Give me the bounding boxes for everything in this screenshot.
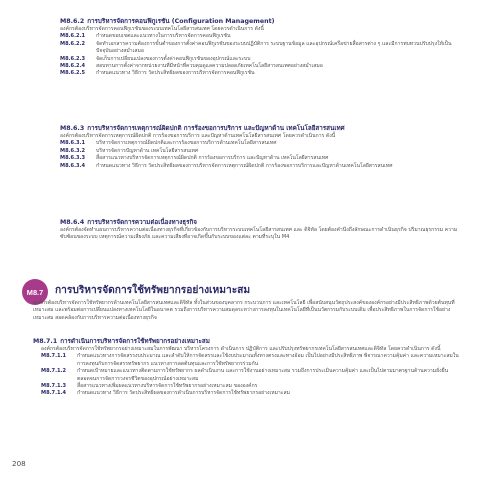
item-list: [60, 33, 462, 77]
list-item: [41, 390, 462, 397]
item-number: M8.6.3.4: [60, 162, 86, 169]
item-number: M8.6.2.4: [60, 63, 86, 70]
item-text: กำหนดแนวทาง วิธีการ วัดประสิทธิผลของการดำเนินการบริหารจัดการใช้ทรัพยากรอย่างเหมาะสม: [77, 390, 290, 397]
item-list: [60, 140, 462, 170]
list-item: [41, 368, 462, 383]
item-number: M8.6.2.1: [60, 33, 86, 40]
section-number: M8.6.2: [60, 18, 85, 25]
list-item: [60, 41, 462, 56]
list-item: [41, 353, 462, 368]
section-heading: [60, 218, 462, 227]
item-list: [33, 353, 462, 397]
section-title: การบริหารจัดการความต่อเนื่องทางธุรกิจ: [87, 219, 197, 226]
item-text: สื่อสารแนวทางบริหารจัดการเหตุการณ์ผิดปกติ การร้องขอการบริการ และปัญหาด้าน เทคโนโลยีสารสนเทศ: [96, 155, 329, 162]
item-number: M8.6.2.3: [60, 55, 86, 62]
list-item: [60, 163, 462, 170]
item-text: จัดเก็บการเปลี่ยนแปลงของการตั้งค่าคอนฟิกูเรชันของอุปกรณ์และระบบ: [96, 55, 251, 62]
item-number: M8.6.3.2: [60, 147, 86, 154]
section-description: องค์กรต้องบริหารจัดการเหตุการณ์ผิดปกติ การร้องขอการบริการ และปัญหาด้านเทคโนโลยีสารสนเทศ โดยควรดำเนินการ ดังนี้: [60, 133, 336, 139]
section-badge: M8.7: [22, 279, 48, 305]
section-description: องค์กรต้องบริหารจัดการคอนฟิกูเรชันของระบบเทคโนโลยีสารสนเทศ โดยควรดำเนินการ ดังนี้: [60, 26, 264, 32]
item-number: M8.7.1.2: [41, 368, 67, 375]
item-number: M8.7.1.3: [41, 383, 67, 390]
main-section-intro: องค์กรต้องบริหารจัดการใช้ทรัพยากรด้านเทคโนโลยีสารสนเทศและดิจิทัล ทั้งในส่วนของบุคลากร กระบวนการ และเทคโนโลยี เพื่อสนับสนุนวัตถุประสงค์ขององค์กรอย่างมีประสิทธิภาพด้วยต้นทุนที่เหมาะสม และพร้อมต่อการเปลี่ยนแปลงทางเทคโนโลยีในอนาคต รวมถึงการบริหารความสมดุลระหว่างการลงทุนในเทคโนโลยีที่เป็นนวัตกรรมกับระบบเดิม เพื่อประสิทธิภาพในการจัดการใช้อย่างเหมาะสม สอดคล้องกับการบริหารความต่อเนื่องทางธุรกิจ: [33, 300, 455, 321]
item-text: กำหนดขอบเขตและแนวทางในการบริหารจัดการคอนฟิกูเรชัน: [96, 33, 231, 40]
list-item: [60, 70, 462, 77]
section-title: การบริหารจัดการคอนฟิกูเรชัน (Configuration Management): [87, 18, 275, 25]
section-title: การดำเนินการบริหารจัดการใช้ทรัพยากรอย่างเหมาะสม: [60, 338, 210, 345]
item-text: สื่อสารแนวทางเพิ่มผลแนวทางบริหารจัดการใช้ทรัพยากรอย่างเหมาะสม ขององค์กร: [77, 383, 258, 390]
item-text: บริหารจัดการปัญหาด้าน เทคโนโลยีสารสนเทศ: [96, 147, 199, 154]
section-heading: [33, 337, 462, 346]
section-title: การบริหารจัดการเหตุการณ์ผิดปกติ การร้องขอการบริการ และปัญหาด้าน เทคโนโลยีสารสนเทศ: [87, 125, 345, 132]
item-text: กำหนดแนวทาง วิธีการ วัดประสิทธิผลของการบริหารจัดการคอนฟิกูเรชัน: [96, 70, 255, 77]
section-heading: [60, 17, 462, 26]
item-text: กำหนดเป้าหมายและแนวทางติดตามการใช้ทรัพยากร ผลดำเนินงาน และการใช้งานอย่างเหมาะสม รวมถึงการประเมินความคุ้มค่า และเป็นไปตามมาตรฐานด้านความยั่งยืน ตลอดจนการจัดการวงจรชีวิตของอุปกรณ์อย่างเหมาะสม: [77, 368, 449, 382]
section-m8-6-2: [60, 17, 462, 78]
section-description: องค์กรต้องจัดทำแผนการบริหารความต่อเนื่องทางธุรกิจที่เกี่ยวข้องกับการบริหารระบบเทคโนโลยีสารสนเทศ และ ดิจิทัล โดยต้องคำนึงถึงลักษณะการดำเนินธุรกิจ ปริมาณธุรกรรม ความซับซ้อนของระบบ เหตุการณ์ความเสี่ยงภัย และความเสี่ยงที่อาจเกิดขึ้นกับระบบของแต่ละ ตามที่ระบุใน M4: [60, 227, 458, 241]
item-number: M8.6.3.1: [60, 140, 86, 147]
page-number: 208: [12, 459, 26, 468]
section-number: M8.7.1: [33, 338, 58, 345]
item-text: สอบทานการตั้งค่าจากหน่วยงานที่มีหน้าที่ควบคุมดูแลความปลอดภัยเทคโนโลยีสารสนเทศอย่างสม่ำเสมอ: [96, 63, 323, 70]
section-m8-7-1: [33, 337, 462, 398]
list-item: [60, 56, 462, 63]
list-item: [60, 33, 462, 40]
main-section-title: การบริหารจัดการใช้ทรัพยากรอย่างเหมาะสม: [55, 285, 251, 296]
section-m8-6-4: [60, 218, 462, 242]
section-description: องค์กรต้องบริหารจัดการใช้ทรัพยากรอย่างเหมาะสมในการพัฒนา บริหารโครงการ ดำเนินการ ปฏิบัติการ และปรับปรุงทรัพยากรเทคโนโลยีสารสนเทศและดิจิทัล โดยควรดำเนินการ ดังนี้: [41, 346, 441, 352]
item-number: M8.6.2.5: [60, 70, 86, 77]
section-m8-6-3: [60, 124, 462, 170]
item-number: M8.7.1.4: [41, 390, 67, 397]
item-text: กำหนดแนวทางการจัดสรรงบประมาณ และลำดับให้การจัดสรรและใช้งบประมาณทั้งทางตรงและทางอ้อม เป็นไปอย่างมีประสิทธิภาพ พิจารณาความคุ้มค่า และความเหมาะสมในการลงทุนกับการจัดสรรทรัพยากร แนวทางการลดต้นทุนและการใช้ทรัพยากรร่วมกัน: [77, 353, 459, 367]
item-number: M8.7.1.1: [41, 353, 67, 360]
section-heading: [60, 124, 462, 133]
item-text: จัดทำเอกสารความต้องการขั้นต่ำของการตั้งค่าคอนฟิกูเรชันของระบบปฏิบัติการ ระบบฐานข้อมูล และอุปกรณ์เครือข่ายสื่อสารต่าง ๆ และมีการทบทวนปรับปรุงให้เป็นปัจจุบันอย่างสม่ำเสมอ: [96, 40, 452, 55]
list-item: [60, 140, 462, 147]
item-text: บริหารจัดการเหตุการณ์ผิดปกติและการร้องขอการบริการด้านเทคโนโลยีสารสนเทศ: [96, 140, 277, 147]
section-number: M8.6.4: [60, 219, 85, 226]
item-number: M8.6.2.2: [60, 40, 86, 47]
list-item: [60, 155, 462, 162]
item-number: M8.6.3.3: [60, 155, 86, 162]
section-number: M8.6.3: [60, 125, 85, 132]
item-text: กำหนดแนวทาง วิธีการ วัดประสิทธิผลของการบริหารจัดการเหตุการณ์ผิดปกติ การร้องขอการบริการและปัญหาด้านเทคโนโลยีสารสนเทศ: [96, 162, 393, 169]
